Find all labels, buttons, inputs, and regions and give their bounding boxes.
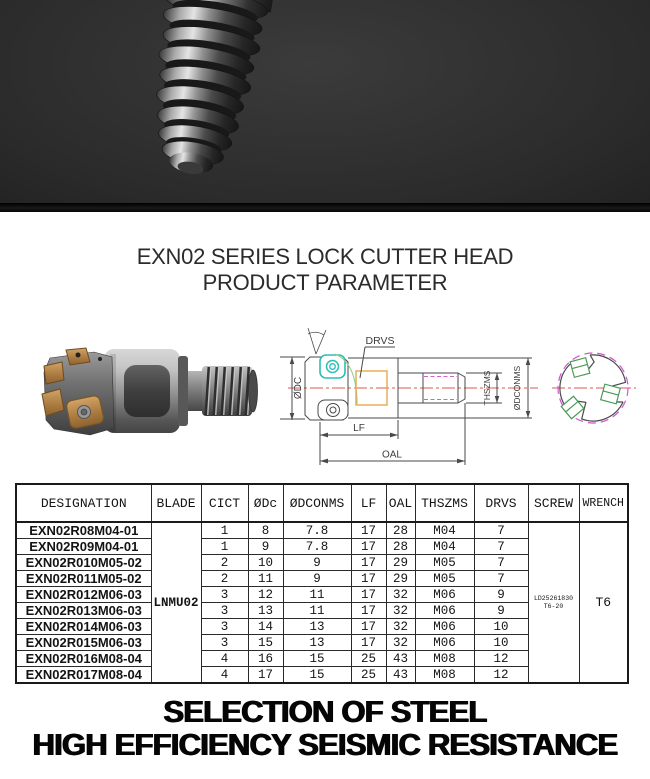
header-oal: OAL bbox=[386, 484, 415, 522]
cell-designation: EXN02R014M06-03 bbox=[16, 619, 151, 635]
cell-drvs: 7 bbox=[474, 571, 528, 587]
cell-cict: 2 bbox=[201, 571, 248, 587]
cell-oal: 32 bbox=[386, 603, 415, 619]
header-designation: DESIGNATION bbox=[16, 484, 151, 522]
cell-thszms: M08 bbox=[415, 651, 474, 667]
slogan-line2: HIGH EFFICIENCY SEISMIC RESISTANCE bbox=[32, 727, 618, 762]
cell-drvs: 9 bbox=[474, 587, 528, 603]
cell-dc: 14 bbox=[248, 619, 283, 635]
cell-dconms: 9 bbox=[283, 571, 351, 587]
cell-thszms: M06 bbox=[415, 603, 474, 619]
cell-lf: 25 bbox=[351, 651, 386, 667]
parameter-table bbox=[15, 483, 629, 684]
cell-dc: 16 bbox=[248, 651, 283, 667]
cell-thszms: M06 bbox=[415, 587, 474, 603]
cell-thszms: M05 bbox=[415, 571, 474, 587]
cell-drvs: 7 bbox=[474, 555, 528, 571]
cell-drvs: 10 bbox=[474, 619, 528, 635]
cell-dc: 17 bbox=[248, 667, 283, 684]
parameter-table-body bbox=[16, 522, 628, 683]
footer-slogan bbox=[0, 695, 650, 761]
cell-dc: 8 bbox=[248, 522, 283, 539]
header-dc: ØDc bbox=[248, 484, 283, 522]
header-thszms: THSZMS bbox=[415, 484, 474, 522]
side-view bbox=[280, 328, 538, 465]
cell-dconms: 7.8 bbox=[283, 522, 351, 539]
table-row bbox=[16, 522, 628, 539]
cell-oal: 32 bbox=[386, 619, 415, 635]
cell-lf: 17 bbox=[351, 635, 386, 651]
title-line1: EXN02 SERIES LOCK CUTTER HEAD bbox=[136, 244, 514, 269]
hero-banner bbox=[0, 0, 650, 212]
cell-oal: 29 bbox=[386, 555, 415, 571]
cell-drvs: 9 bbox=[474, 603, 528, 619]
header-wrench: WRENCH bbox=[579, 484, 628, 522]
header-dconms: ØDCONMS bbox=[283, 484, 351, 522]
cell-dc: 9 bbox=[248, 539, 283, 555]
cell-drvs: 12 bbox=[474, 651, 528, 667]
cell-lf: 17 bbox=[351, 522, 386, 539]
cell-oal: 28 bbox=[386, 539, 415, 555]
cell-wrench: T6 bbox=[579, 522, 628, 683]
cell-thszms: M06 bbox=[415, 619, 474, 635]
label-odc: ØDC bbox=[293, 376, 304, 400]
cell-screw bbox=[528, 522, 579, 683]
cell-oal: 43 bbox=[386, 651, 415, 667]
cell-dc: 11 bbox=[248, 571, 283, 587]
cell-cict: 3 bbox=[201, 635, 248, 651]
header-cict: CICT bbox=[201, 484, 248, 522]
cell-drvs: 10 bbox=[474, 635, 528, 651]
label-odconms: ØDCONMS bbox=[512, 365, 522, 411]
cell-drvs: 7 bbox=[474, 522, 528, 539]
slogan-line1: SELECTION OF STEEL bbox=[163, 694, 487, 729]
cell-oal: 43 bbox=[386, 667, 415, 684]
cell-dconms: 11 bbox=[283, 587, 351, 603]
cell-cict: 3 bbox=[201, 619, 248, 635]
screw-line2: T6-20 bbox=[543, 602, 564, 610]
cell-lf: 17 bbox=[351, 603, 386, 619]
cell-oal: 28 bbox=[386, 522, 415, 539]
screw-line1: LD25261830 bbox=[533, 594, 573, 602]
cell-dconms: 13 bbox=[283, 635, 351, 651]
label-thszms: THSZMS bbox=[482, 370, 492, 406]
cell-dconms: 11 bbox=[283, 603, 351, 619]
cell-dconms: 7.8 bbox=[283, 539, 351, 555]
cell-oal: 32 bbox=[386, 635, 415, 651]
cutter-photo bbox=[20, 332, 280, 458]
cell-drvs: 7 bbox=[474, 539, 528, 555]
cell-dc: 15 bbox=[248, 635, 283, 651]
screw-3d-render bbox=[0, 0, 650, 212]
label-oal: OAL bbox=[381, 449, 403, 461]
cell-designation: EXN02R013M06-03 bbox=[16, 603, 151, 619]
cell-designation: EXN02R015M06-03 bbox=[16, 635, 151, 651]
cell-designation: EXN02R017M08-04 bbox=[16, 667, 151, 684]
cell-cict: 1 bbox=[201, 539, 248, 555]
section-title bbox=[0, 243, 650, 295]
cell-cict: 4 bbox=[201, 651, 248, 667]
cell-dconms: 13 bbox=[283, 619, 351, 635]
cell-lf: 17 bbox=[351, 587, 386, 603]
cell-cict: 4 bbox=[201, 667, 248, 684]
cell-designation: EXN02R016M08-04 bbox=[16, 651, 151, 667]
cell-designation: EXN02R010M05-02 bbox=[16, 555, 151, 571]
header-lf: LF bbox=[351, 484, 386, 522]
cell-cict: 1 bbox=[201, 522, 248, 539]
cell-designation: EXN02R08M04-01 bbox=[16, 522, 151, 539]
label-drvs: DRVS bbox=[365, 335, 395, 347]
cell-dconms: 15 bbox=[283, 667, 351, 684]
cell-oal: 29 bbox=[386, 571, 415, 587]
cell-designation: EXN02R012M06-03 bbox=[16, 587, 151, 603]
cell-thszms: M04 bbox=[415, 522, 474, 539]
cell-oal: 32 bbox=[386, 587, 415, 603]
table-header-row bbox=[16, 484, 628, 522]
label-lf: LF bbox=[353, 423, 365, 434]
cell-lf: 17 bbox=[351, 571, 386, 587]
cell-thszms: M04 bbox=[415, 539, 474, 555]
cell-lf: 17 bbox=[351, 539, 386, 555]
header-drvs: DRVS bbox=[474, 484, 528, 522]
cell-thszms: M05 bbox=[415, 555, 474, 571]
cell-blade: LNMU02 bbox=[151, 522, 201, 683]
cell-designation: EXN02R011M05-02 bbox=[16, 571, 151, 587]
cell-dc: 13 bbox=[248, 603, 283, 619]
end-view bbox=[548, 353, 636, 433]
cell-cict: 3 bbox=[201, 603, 248, 619]
header-blade: BLADE bbox=[151, 484, 201, 522]
cell-lf: 17 bbox=[351, 619, 386, 635]
cell-dc: 10 bbox=[248, 555, 283, 571]
technical-drawing bbox=[280, 318, 650, 480]
cell-dconms: 15 bbox=[283, 651, 351, 667]
cell-cict: 2 bbox=[201, 555, 248, 571]
cell-dc: 12 bbox=[248, 587, 283, 603]
cell-thszms: M06 bbox=[415, 635, 474, 651]
cell-cict: 3 bbox=[201, 587, 248, 603]
cell-thszms: M08 bbox=[415, 667, 474, 684]
title-line2: PRODUCT PARAMETER bbox=[202, 270, 448, 295]
header-screw: SCREW bbox=[528, 484, 579, 522]
cell-drvs: 12 bbox=[474, 667, 528, 684]
cell-designation: EXN02R09M04-01 bbox=[16, 539, 151, 555]
cell-lf: 17 bbox=[351, 555, 386, 571]
cell-lf: 25 bbox=[351, 667, 386, 684]
cell-dconms: 9 bbox=[283, 555, 351, 571]
banner-bottom-strip bbox=[0, 203, 650, 212]
